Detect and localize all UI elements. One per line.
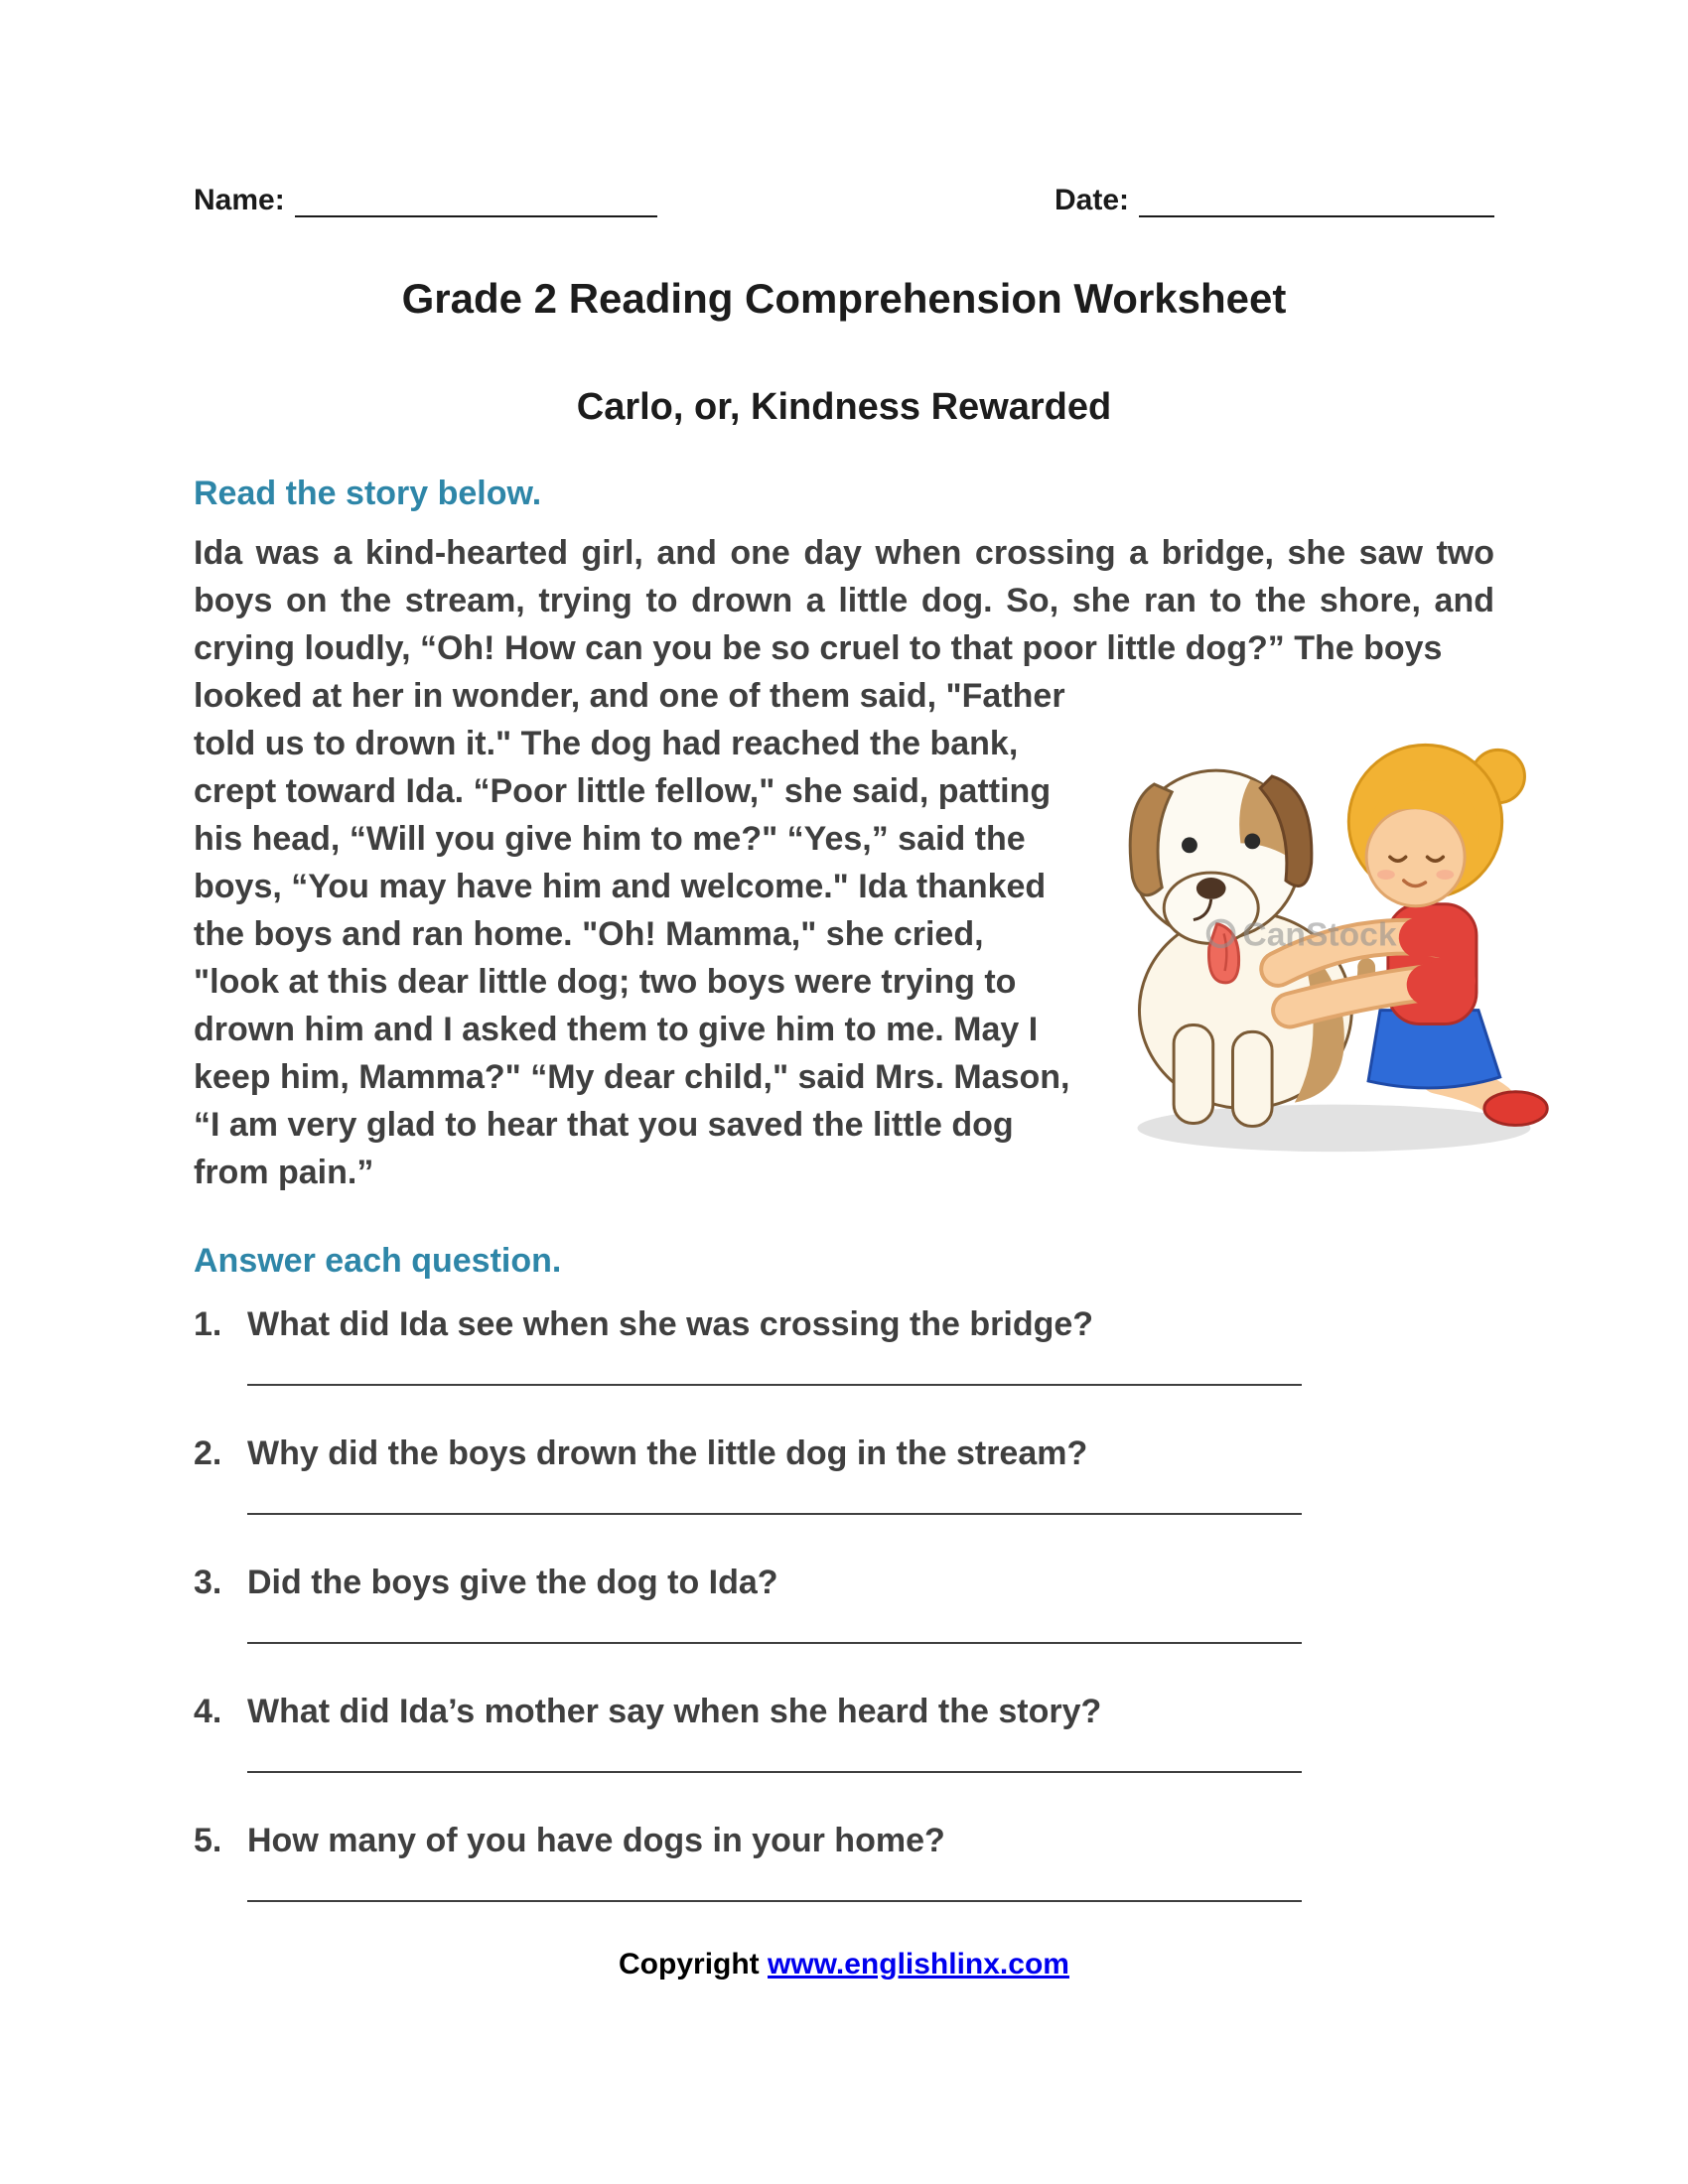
question-number: 1.: [194, 1305, 222, 1343]
date-label: Date:: [1054, 184, 1129, 216]
question-row: [194, 1561, 1494, 1604]
name-field-group: [194, 184, 657, 217]
question-item: [194, 1302, 1494, 1386]
copyright-label: Copyright: [619, 1948, 760, 1980]
worksheet-title: Grade 2 Reading Comprehension Worksheet: [401, 275, 1287, 322]
question-row: [194, 1302, 1494, 1346]
question-item: [194, 1690, 1494, 1773]
answer-blank-line: [247, 1384, 1302, 1386]
story-title: Carlo, or, Kindness Rewarded: [576, 386, 1112, 428]
question-number: 3.: [194, 1564, 222, 1601]
story-text-part2-content: looked at her in wonder, and one of them said, "Father told us to drown it." The dog had reached the bank, crept toward Ida. “Poor little fellow," she said, patting his head, “Will you give him to me?" “Yes,” said the boys, “You may have him and welcome." Ida thanked the boys and ran home. "Oh! Mamma," she cried, "look at this dear little dog; two boys were trying to drown him and I asked them to give him to me. May I keep him, Mamma?" “My dear child," said Mrs. Mason, “I am very glad to hear that you saved the little dog from pain.”: [194, 677, 1070, 1191]
answer-blank-line: [247, 1900, 1302, 1902]
date-blank-line: [1139, 188, 1494, 217]
question-item: [194, 1819, 1494, 1902]
watermark-text: CanStock: [1242, 916, 1397, 954]
answer-questions-heading: Answer each question.: [194, 1242, 562, 1280]
footer: [194, 1948, 1494, 1981]
question-text: Why did the boys drown the little dog in the stream?: [247, 1434, 1088, 1472]
question-text: What did Ida’s mother say when she heard the story?: [247, 1693, 1102, 1730]
story-text-part1: Ida was a kind-hearted girl, and one day when crossing a bridge, she saw two boys on the stream, trying to drown a little dog. So, she ran to the shore, and crying loudly, “Oh! How can you be so cruel to that poor little dog?” The boys: [194, 534, 1494, 667]
header-row: [194, 184, 1494, 217]
questions-list: [194, 1302, 1494, 1902]
question-row: [194, 1819, 1494, 1862]
story-paragraph: [194, 529, 1494, 1196]
answer-blank-line: [247, 1513, 1302, 1515]
question-item: [194, 1432, 1494, 1515]
question-text: How many of you have dogs in your home?: [247, 1822, 945, 1859]
question-text: What did Ida see when she was crossing the bridge?: [247, 1305, 1094, 1343]
question-number: 2.: [194, 1434, 222, 1472]
story-text-part2: [194, 672, 1494, 1196]
question-text: Did the boys give the dog to Ida?: [247, 1564, 778, 1601]
name-blank-line: [295, 188, 657, 217]
name-label: Name:: [194, 184, 285, 216]
question-row: [194, 1690, 1494, 1733]
girl-hugging-dog-illustration: [1102, 686, 1556, 1167]
question-item: [194, 1561, 1494, 1644]
copyright-link[interactable]: www.englishlinx.com: [768, 1948, 1069, 1980]
question-number: 5.: [194, 1822, 222, 1859]
date-field-group: [1055, 184, 1494, 217]
answer-blank-line: [247, 1642, 1302, 1644]
question-number: 4.: [194, 1693, 222, 1730]
read-story-heading: Read the story below.: [194, 475, 542, 512]
answer-blank-line: [247, 1771, 1302, 1773]
question-row: [194, 1432, 1494, 1475]
